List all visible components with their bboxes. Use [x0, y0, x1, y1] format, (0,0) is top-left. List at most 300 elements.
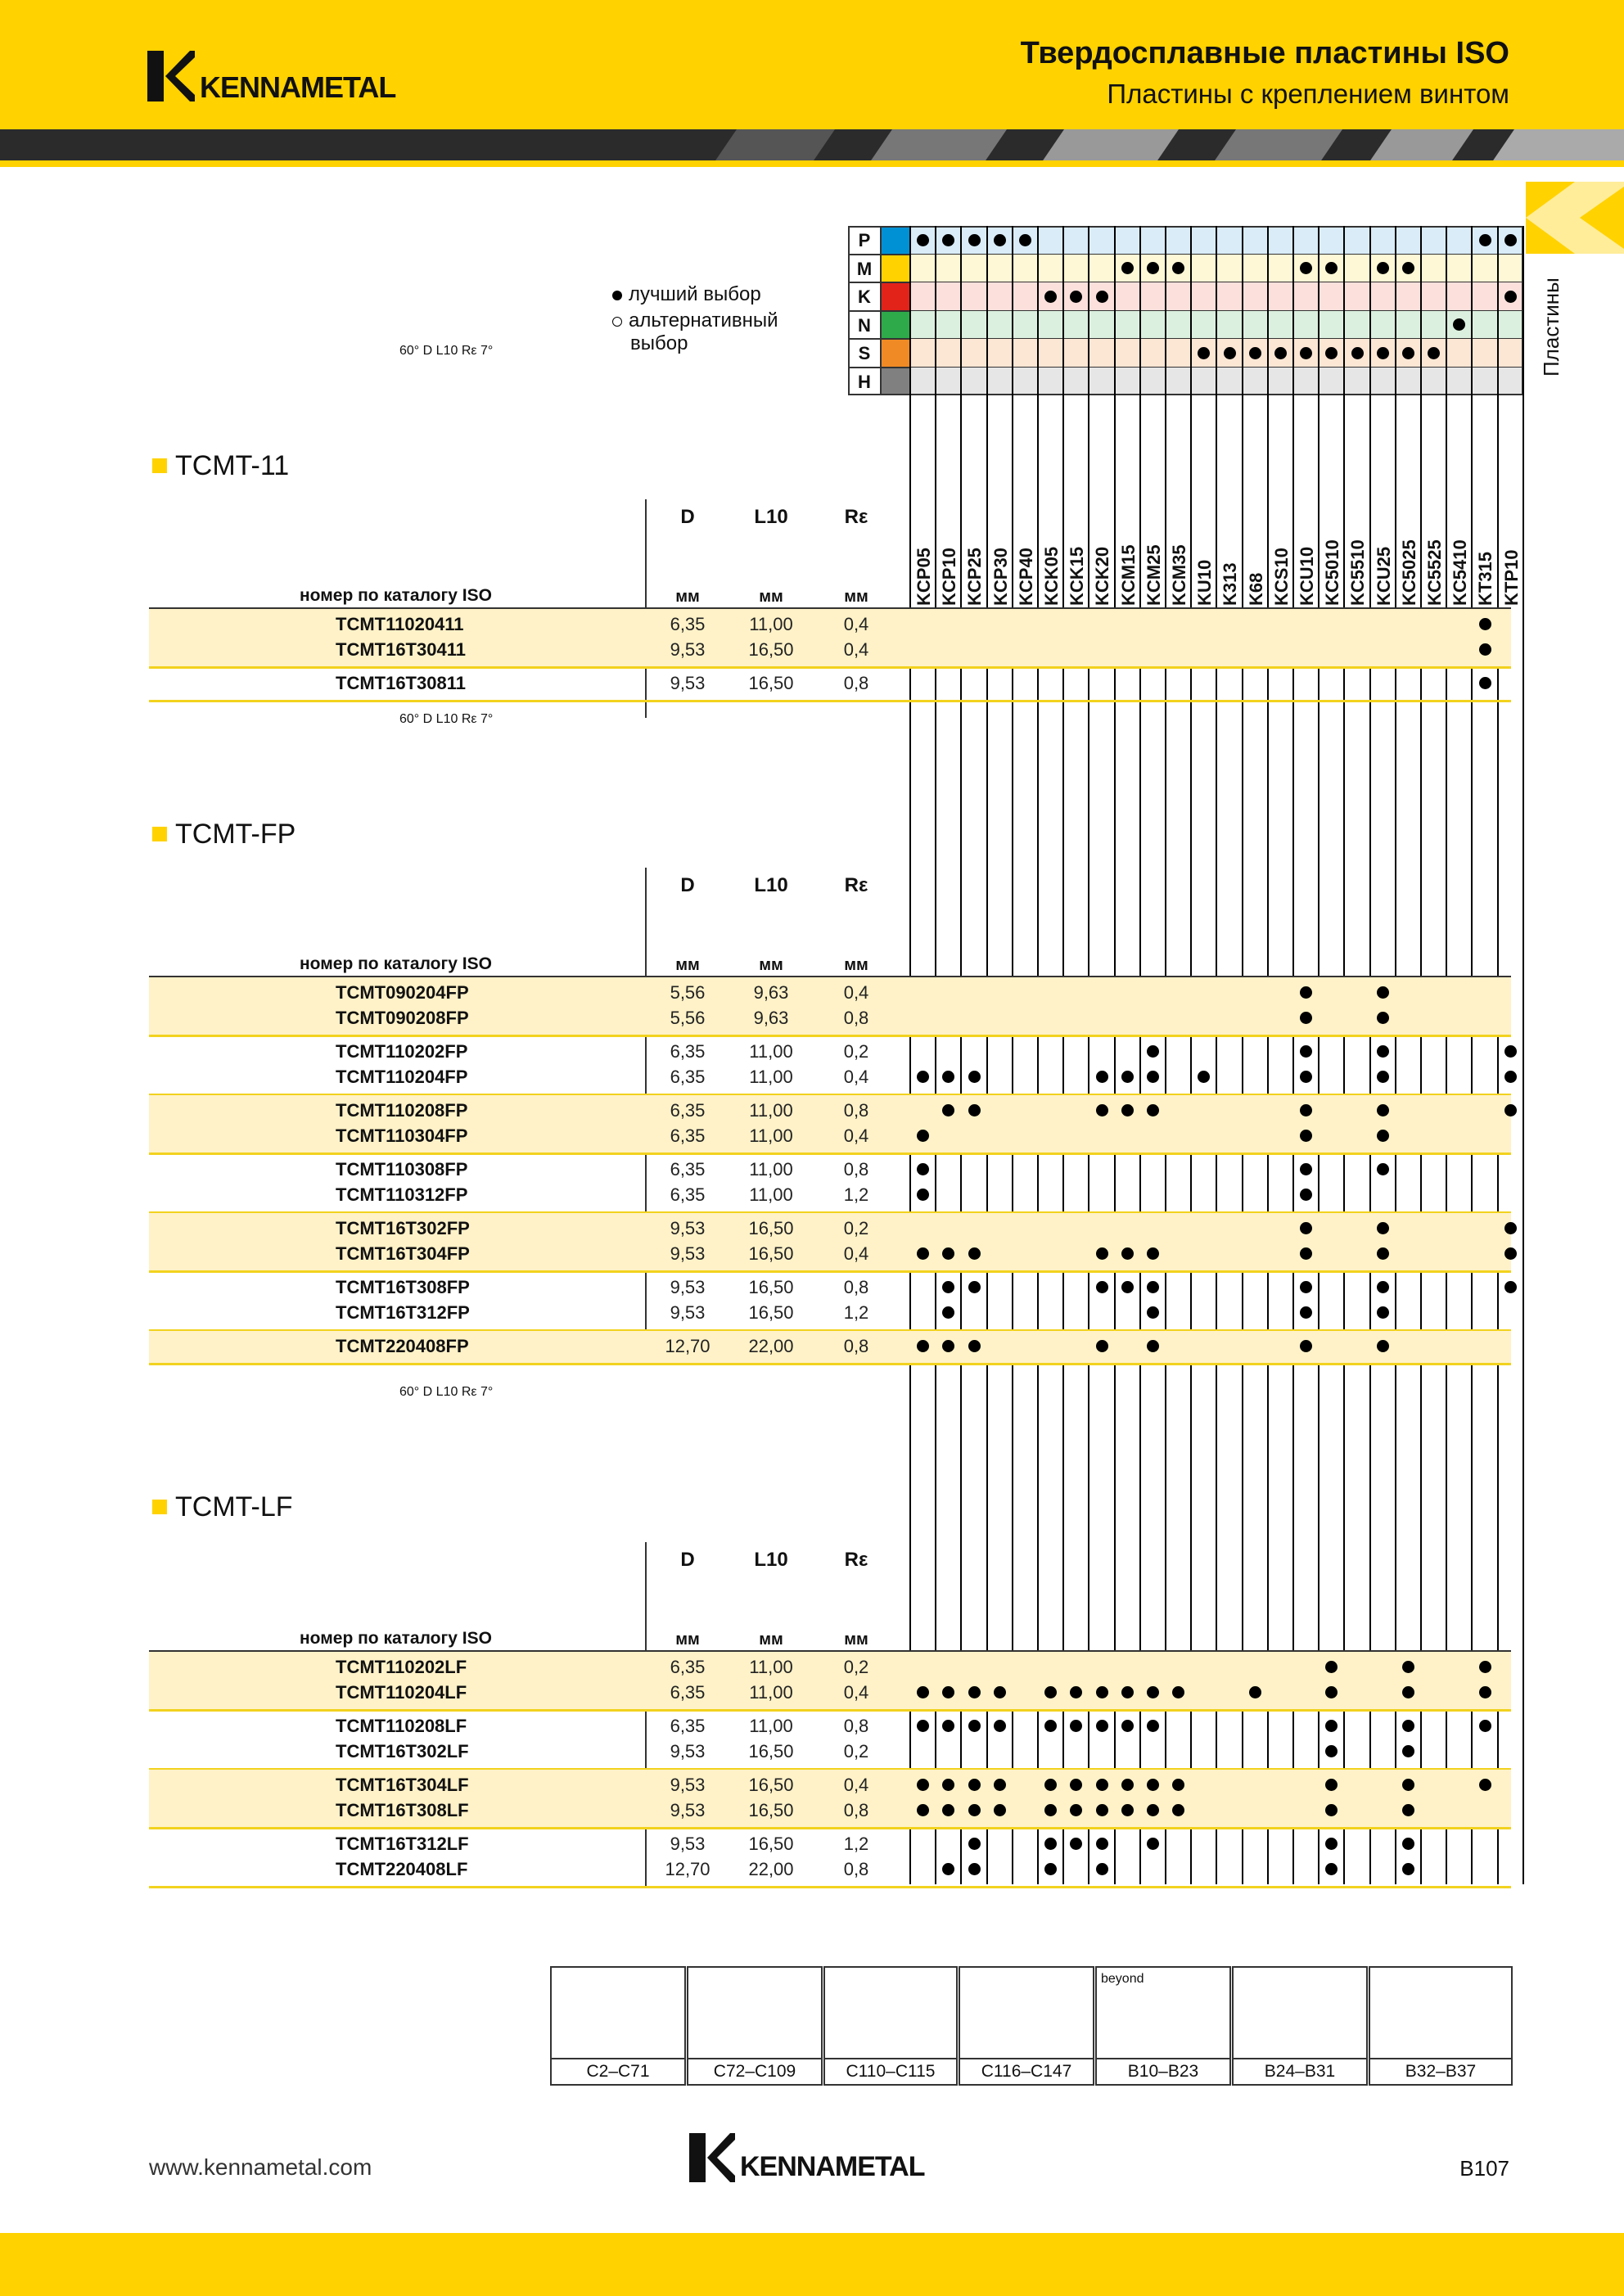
- col-header-re: Rε: [844, 874, 868, 896]
- grade-name: KCM35: [1169, 544, 1189, 606]
- grade-dot: [1147, 1779, 1159, 1791]
- grade-dot: [1479, 1720, 1491, 1732]
- col-header-d: D: [680, 506, 695, 528]
- grade-name: KC5010: [1322, 539, 1343, 606]
- svg-text:Rε: Rε: [461, 712, 477, 726]
- svg-text:60°: 60°: [399, 1385, 420, 1399]
- row-l10: 11,00: [749, 1067, 793, 1087]
- grade-dot: [1121, 1804, 1134, 1816]
- grade-dot: [1504, 1104, 1517, 1116]
- grade-dot: [1402, 1804, 1414, 1816]
- row-code: TCMT110204FP: [336, 1067, 468, 1087]
- unit-re: мм: [844, 956, 868, 974]
- kennametal-k-icon: [689, 2133, 735, 2182]
- row-group-rule: [149, 1709, 1511, 1712]
- material-grid-border: [848, 226, 1523, 395]
- row-re: 0,4: [843, 614, 869, 634]
- unit-l10: мм: [759, 956, 783, 974]
- app-ref-2[interactable]: [687, 1966, 823, 2086]
- row-d: 6,35: [670, 1067, 706, 1087]
- section-title: [152, 819, 295, 850]
- unit-re: мм: [844, 588, 868, 606]
- row-re: 0,4: [843, 1682, 869, 1703]
- grade-dot: [1402, 1863, 1414, 1875]
- table-row: [149, 671, 1511, 696]
- grade-column-line: [1522, 226, 1524, 1884]
- grade-dot: [1504, 1071, 1517, 1083]
- grade-dot: [1377, 1222, 1389, 1234]
- row-d: 6,35: [670, 1682, 706, 1703]
- grade-name: KC5525: [1424, 539, 1445, 606]
- row-code: TCMT090204FP: [336, 982, 469, 1003]
- table-row: [149, 1655, 1511, 1680]
- row-d: 9,53: [670, 1775, 706, 1795]
- app-ref-6[interactable]: [1232, 1966, 1368, 2086]
- grade-name: KC5410: [1450, 539, 1471, 606]
- grade-dot: [917, 1779, 929, 1791]
- col-header-l10: L10: [754, 506, 788, 528]
- grade-dot: [1147, 1720, 1159, 1732]
- row-re: 1,2: [843, 1184, 869, 1205]
- grade-name: KC5025: [1398, 539, 1419, 606]
- app-ref-label: C72–C109: [688, 2058, 821, 2082]
- row-l10: 11,00: [749, 1125, 793, 1146]
- row-re: 0,4: [843, 1775, 869, 1795]
- col-header-l10: L10: [754, 1549, 788, 1571]
- row-re: 1,2: [843, 1302, 869, 1323]
- grade-dot: [1300, 1045, 1312, 1058]
- grade-dot: [1300, 1071, 1312, 1083]
- row-code: TCMT110208FP: [336, 1100, 468, 1121]
- row-d: 6,35: [670, 1125, 706, 1146]
- row-re: 0,8: [843, 1859, 869, 1879]
- grade-dot: [1402, 1779, 1414, 1791]
- row-code: TCMT220408FP: [336, 1336, 469, 1356]
- grade-name: KC5510: [1347, 539, 1369, 606]
- grade-dot: [1402, 1661, 1414, 1673]
- grade-dot: [1121, 1720, 1134, 1732]
- svg-text:60°: 60°: [399, 344, 420, 358]
- grade-dot: [1479, 1686, 1491, 1698]
- iso-catalog-label: номер по каталогу ISO: [300, 954, 492, 973]
- material-letter-k: K: [848, 282, 881, 311]
- row-code: TCMT11020411: [336, 614, 464, 634]
- row-re: 0,2: [843, 1041, 869, 1062]
- section-title: [152, 450, 289, 482]
- row-d: 6,35: [670, 614, 706, 634]
- table-row: [149, 1832, 1511, 1856]
- row-d: 9,53: [670, 1218, 706, 1238]
- grade-dot: [1377, 1045, 1389, 1058]
- row-re: 0,2: [843, 1657, 869, 1677]
- grade-dot: [1096, 1779, 1108, 1791]
- row-code: TCMT090208FP: [336, 1008, 469, 1028]
- table-row: [149, 638, 1511, 662]
- row-re: 0,8: [843, 1100, 869, 1121]
- grade-dot: [1377, 1281, 1389, 1293]
- grade-dot: [1121, 1104, 1134, 1116]
- svg-text:7°: 7°: [480, 712, 494, 726]
- row-code: TCMT110204LF: [336, 1682, 467, 1703]
- grade-name: KCP05: [914, 548, 934, 606]
- row-code: TCMT110202FP: [336, 1041, 468, 1062]
- row-l10: 16,50: [748, 1800, 794, 1820]
- row-code: TCMT110304FP: [336, 1125, 468, 1146]
- row-d: 6,35: [670, 1716, 706, 1736]
- row-l10: 16,50: [748, 1277, 794, 1297]
- grade-dot: [1096, 1686, 1108, 1698]
- grade-dot: [968, 1104, 981, 1116]
- col-header-re: Rε: [844, 1549, 868, 1571]
- row-d: 6,35: [670, 1159, 706, 1180]
- grade-dot: [1402, 1838, 1414, 1850]
- grade-dot: [968, 1720, 981, 1732]
- grade-name: KCS10: [1270, 548, 1292, 606]
- row-code: TCMT110208LF: [336, 1716, 467, 1736]
- grade-dot: [1172, 1686, 1184, 1698]
- grade-dot: [1377, 1340, 1389, 1352]
- grade-dot: [1377, 1012, 1389, 1024]
- row-l10: 11,00: [749, 1716, 793, 1736]
- grade-dot: [1479, 677, 1491, 689]
- grade-dot: [1096, 1804, 1108, 1816]
- grade-dot: [917, 1686, 929, 1698]
- row-code: TCMT16T304LF: [336, 1775, 469, 1795]
- row-code: TCMT110202LF: [336, 1657, 467, 1677]
- row-l10: 11,00: [749, 1041, 793, 1062]
- grade-name: KCP10: [939, 548, 960, 606]
- app-ref-label: C116–C147: [960, 2058, 1093, 2082]
- row-re: 0,4: [843, 982, 869, 1003]
- yellow-square-icon: [152, 827, 167, 841]
- row-re: 0,2: [843, 1218, 869, 1238]
- footer-bar: [0, 2233, 1624, 2296]
- row-group-rule: [149, 1035, 1511, 1037]
- app-ref-label: C110–C115: [825, 2058, 956, 2082]
- iso-catalog-label: номер по каталогу ISO: [300, 586, 492, 605]
- grade-dot: [1096, 1247, 1108, 1260]
- row-re: 0,8: [843, 1800, 869, 1820]
- row-group-rule: [149, 666, 1511, 669]
- grade-dot: [968, 1340, 981, 1352]
- grade-dot: [917, 1071, 929, 1083]
- grade-dot: [1096, 1281, 1108, 1293]
- app-ref-label: B32–B37: [1370, 2058, 1511, 2082]
- row-code: TCMT16T30811: [336, 673, 466, 693]
- grade-dot: [1044, 1863, 1057, 1875]
- grade-dot: [1377, 1247, 1389, 1260]
- legend-alternative-2: выбор: [630, 332, 688, 354]
- table-row: [149, 1714, 1511, 1739]
- page-title: Твердосплавные пластины ISO: [1020, 36, 1509, 70]
- row-re: 0,8: [843, 1716, 869, 1736]
- grade-dot: [1402, 1720, 1414, 1732]
- row-code: TCMT220408LF: [336, 1859, 468, 1879]
- row-d: 9,53: [670, 1243, 706, 1264]
- row-d: 6,35: [670, 1657, 706, 1677]
- app-ref-7[interactable]: [1369, 1966, 1513, 2086]
- row-code: TCMT16T30411: [336, 639, 466, 660]
- unit-d: мм: [675, 1631, 700, 1649]
- app-ref-4[interactable]: [959, 1966, 1094, 2086]
- grade-dot: [968, 1071, 981, 1083]
- row-re: 0,4: [843, 1243, 869, 1264]
- grade-dot: [1402, 1745, 1414, 1757]
- grade-dot: [1504, 1281, 1517, 1293]
- yellow-square-icon: [152, 1500, 167, 1514]
- unit-d: мм: [675, 588, 700, 606]
- grade-dot: [1147, 1340, 1159, 1352]
- grade-dot: [1249, 1686, 1261, 1698]
- row-l10: 22,00: [748, 1859, 794, 1879]
- unit-l10: мм: [759, 588, 783, 606]
- grade-name: KCK20: [1092, 546, 1113, 606]
- row-re: 0,4: [843, 639, 869, 660]
- app-ref-1[interactable]: [550, 1966, 686, 2086]
- table-row: [149, 612, 1511, 637]
- material-letter-p: P: [848, 226, 881, 255]
- grade-dot: [968, 1281, 981, 1293]
- row-l10: 11,00: [749, 1100, 793, 1121]
- row-code: TCMT16T312FP: [336, 1302, 470, 1323]
- grade-dot: [1044, 1686, 1057, 1698]
- app-ref-label: B10–B23: [1097, 2058, 1229, 2082]
- table-row: [149, 1857, 1511, 1882]
- grade-name: K313: [1220, 562, 1241, 606]
- row-re: 0,2: [843, 1741, 869, 1761]
- col-header-l10: L10: [754, 874, 788, 896]
- svg-text:L10: L10: [435, 1385, 458, 1399]
- app-ref-label: C2–C71: [552, 2058, 684, 2082]
- grade-dot: [1147, 1804, 1159, 1816]
- grade-dot: [1504, 1222, 1517, 1234]
- unit-d: мм: [675, 956, 700, 974]
- row-l10: 16,50: [748, 1741, 794, 1761]
- header-logo-text: KENNAMETAL: [200, 70, 396, 104]
- footer-url[interactable]: www.kennametal.com: [149, 2154, 372, 2180]
- svg-text:60°: 60°: [399, 712, 420, 726]
- row-l10: 11,00: [749, 1682, 793, 1703]
- grade-dot: [1377, 1163, 1389, 1175]
- app-ref-3[interactable]: [823, 1966, 958, 2086]
- row-code: TCMT16T308FP: [336, 1277, 470, 1297]
- row-l10: 11,00: [749, 1657, 793, 1677]
- col-header-d: D: [680, 874, 695, 896]
- grade-dot: [1402, 1686, 1414, 1698]
- row-l10: 16,50: [748, 1302, 794, 1323]
- row-re: 0,8: [843, 673, 869, 693]
- grade-dot: [1300, 1189, 1312, 1201]
- grade-name: KCP25: [964, 548, 986, 606]
- grade-name: KCP30: [990, 548, 1011, 606]
- row-l10: 11,00: [749, 614, 793, 634]
- row-l10: 16,50: [748, 1775, 794, 1795]
- grade-dot: [1147, 1045, 1159, 1058]
- row-l10: 16,50: [748, 639, 794, 660]
- grade-dot: [968, 1686, 981, 1698]
- row-code: TCMT110308FP: [336, 1159, 468, 1180]
- grade-dot: [1479, 1779, 1491, 1791]
- grade-dot: [917, 1163, 929, 1175]
- grade-dot: [994, 1686, 1006, 1698]
- row-d: 6,35: [670, 1041, 706, 1062]
- svg-text:Rε: Rε: [461, 344, 477, 358]
- svg-text:7°: 7°: [480, 1385, 494, 1399]
- grade-name: KCP40: [1015, 548, 1036, 606]
- row-d: 6,35: [670, 1184, 706, 1205]
- grade-dot: [1504, 1247, 1517, 1260]
- svg-text:D: D: [422, 712, 433, 726]
- row-group-rule: [149, 1363, 1511, 1365]
- grade-dot: [968, 1804, 981, 1816]
- grade-dot: [968, 1779, 981, 1791]
- row-d: 9,53: [670, 1834, 706, 1854]
- grade-name: KT315: [1475, 551, 1496, 606]
- grade-dot: [1121, 1686, 1134, 1698]
- table-row: [149, 1773, 1511, 1798]
- grade-dot: [1377, 1104, 1389, 1116]
- insert-geometry-diagram: [399, 1385, 493, 1400]
- section-title-text: TCMT-11: [175, 450, 290, 481]
- grade-dot: [917, 1804, 929, 1816]
- insert-geometry-diagram: [399, 344, 493, 359]
- grade-dot: [1377, 1306, 1389, 1319]
- iso-catalog-label: номер по каталогу ISO: [300, 1629, 492, 1648]
- grade-dot: [994, 1720, 1006, 1732]
- row-d: 12,70: [665, 1336, 710, 1356]
- footer-logo-text: KENNAMETAL: [740, 2151, 925, 2182]
- legend-alt-text-1: альтернативный: [629, 309, 778, 332]
- row-group-rule: [149, 1886, 1511, 1888]
- grade-dot: [1096, 1863, 1108, 1875]
- grade-dot: [917, 1189, 929, 1201]
- svg-text:L10: L10: [435, 712, 458, 726]
- grade-dot: [1147, 1686, 1159, 1698]
- grade-dot: [1172, 1779, 1184, 1791]
- row-d: 5,56: [670, 1008, 706, 1028]
- grade-dot: [1300, 1130, 1312, 1142]
- grade-dot: [1096, 1071, 1108, 1083]
- page-number: B107: [1459, 2156, 1509, 2181]
- grade-dot: [1044, 1804, 1057, 1816]
- grade-name: KU10: [1194, 559, 1216, 606]
- row-re: 0,4: [843, 1125, 869, 1146]
- grade-dot: [1479, 618, 1491, 630]
- grade-dot: [968, 1247, 981, 1260]
- row-d: 9,53: [670, 1741, 706, 1761]
- grade-name: KTP10: [1500, 549, 1522, 606]
- grade-dot: [1300, 1163, 1312, 1175]
- grade-dot: [1300, 1012, 1312, 1024]
- row-code: TCMT16T304FP: [336, 1243, 470, 1264]
- row-l10: 22,00: [748, 1336, 794, 1356]
- row-re: 0,8: [843, 1336, 869, 1356]
- grade-dot: [1121, 1281, 1134, 1293]
- row-d: 6,35: [670, 1100, 706, 1121]
- insert-geometry-diagram: [399, 712, 493, 727]
- row-d: 9,53: [670, 639, 706, 660]
- grade-dot: [1147, 1281, 1159, 1293]
- page-subtitle: Пластины с креплением винтом: [1107, 79, 1509, 109]
- grade-dot: [1504, 1045, 1517, 1058]
- row-l10: 16,50: [748, 673, 794, 693]
- grade-dot: [1300, 986, 1312, 999]
- row-group-rule: [149, 1827, 1511, 1829]
- grade-dot: [1121, 1071, 1134, 1083]
- grade-dot: [1096, 1838, 1108, 1850]
- svg-text:beyond: beyond: [1101, 1972, 1144, 1986]
- row-d: 5,56: [670, 982, 706, 1003]
- grade-dot: [1121, 1247, 1134, 1260]
- grade-dot: [1147, 1247, 1159, 1260]
- grade-name: KCK05: [1041, 546, 1062, 606]
- grade-dot: [917, 1720, 929, 1732]
- material-letter-s: S: [848, 339, 881, 368]
- grade-dot: [1096, 1720, 1108, 1732]
- grade-name: K68: [1245, 572, 1266, 606]
- row-d: 9,53: [670, 673, 706, 693]
- row-l10: 11,00: [749, 1184, 793, 1205]
- grade-dot: [1300, 1104, 1312, 1116]
- unit-l10: мм: [759, 1631, 783, 1649]
- row-re: 0,8: [843, 1159, 869, 1180]
- row-l10: 9,63: [753, 1008, 789, 1028]
- row-l10: 16,50: [748, 1834, 794, 1854]
- row-l10: 9,63: [753, 982, 789, 1003]
- table-row: [149, 1739, 1511, 1764]
- section-title-text: TCMT-LF: [175, 1491, 293, 1522]
- row-d: 9,53: [670, 1800, 706, 1820]
- legend-best-text: лучший выбор: [629, 283, 761, 305]
- grade-dot: [1147, 1071, 1159, 1083]
- row-re: 0,4: [843, 1067, 869, 1087]
- grade-dot: [1121, 1779, 1134, 1791]
- app-ref-5[interactable]: [1095, 1966, 1231, 2086]
- row-code: TCMT16T308LF: [336, 1800, 469, 1820]
- col-header-re: Rε: [844, 506, 868, 528]
- svg-text:D: D: [422, 344, 433, 358]
- grade-dot: [1479, 643, 1491, 656]
- row-l10: 11,00: [749, 1159, 793, 1180]
- app-ref-label: B24–B31: [1234, 2058, 1366, 2082]
- side-tab-label: Пластины: [1539, 277, 1563, 377]
- row-re: 0,8: [843, 1008, 869, 1028]
- row-re: 1,2: [843, 1834, 869, 1854]
- section-title: [152, 1491, 293, 1523]
- grade-dot: [1096, 1104, 1108, 1116]
- grade-name: KCM15: [1117, 544, 1139, 606]
- grade-name: KCU25: [1373, 546, 1394, 606]
- row-code: TCMT110312FP: [336, 1184, 468, 1205]
- material-letter-n: N: [848, 311, 881, 340]
- grade-name: KCM25: [1143, 544, 1164, 606]
- grade-dot: [1300, 1340, 1312, 1352]
- grade-dot: [968, 1838, 981, 1850]
- grade-dot: [1377, 986, 1389, 999]
- row-d: 9,53: [670, 1277, 706, 1297]
- table-row: [149, 1798, 1511, 1823]
- grade-dot: [1096, 1340, 1108, 1352]
- row-d: 9,53: [670, 1302, 706, 1323]
- grade-dot: [1147, 1838, 1159, 1850]
- row-l10: 16,50: [748, 1243, 794, 1264]
- svg-text:L10: L10: [435, 344, 458, 358]
- col-header-d: D: [680, 1549, 695, 1571]
- grade-dot: [1044, 1838, 1057, 1850]
- row-code: TCMT16T302FP: [336, 1218, 470, 1238]
- section-title-text: TCMT-FP: [175, 819, 296, 850]
- grade-dot: [1300, 1247, 1312, 1260]
